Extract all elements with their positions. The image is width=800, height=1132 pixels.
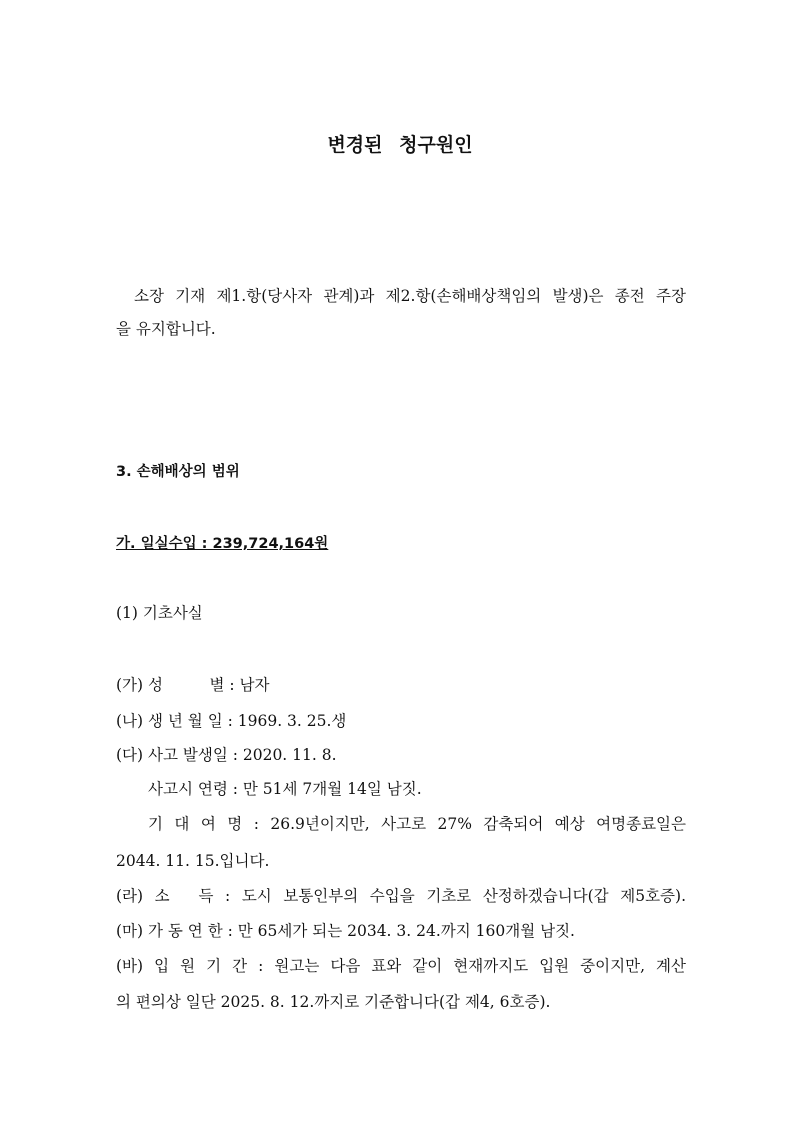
fact-hospital-2: 의 편의상 일단 2025. 8. 12.까지로 기준합니다(갑 제4, 6호증).	[116, 993, 551, 1011]
document-title: 변경된 청구원인	[327, 134, 473, 156]
intro-line-2: 을 유지합니다.	[116, 320, 216, 338]
fact-income: (라) 소 득 : 도시 보통인부의 수입을 기초로 산정하겠습니다(갑 제5호증).	[116, 887, 686, 905]
fact-birth: (나) 생 년 월 일 : 1969. 3. 25.생	[116, 712, 347, 730]
subsection-heading: 가. 일실수입 : 239,724,164원	[116, 536, 329, 552]
fact-life-expectancy-2: 2044. 11. 15.입니다.	[116, 852, 270, 870]
fact-working-age: (마) 가 동 연 한 : 만 65세가 되는 2034. 3. 24.까지 160개월 남짓.	[116, 922, 575, 940]
fact-gender: (가) 성 별 : 남자	[116, 676, 270, 694]
intro-line-1: 소장 기재 제1.항(당사자 관계)과 제2.항(손해배상책임의 발생)은 종전 주장	[134, 287, 686, 305]
fact-age-at-accident: 사고시 연령 : 만 51세 7개월 14일 남짓.	[148, 780, 422, 798]
fact-accident-date: (다) 사고 발생일 : 2020. 11. 8.	[116, 746, 337, 764]
item-heading: (1) 기초사실	[116, 604, 203, 622]
fact-life-expectancy-1: 기 대 여 명 : 26.9년이지만, 사고로 27% 감축되어 예상 여명종료일은	[148, 815, 686, 833]
section-heading: 3. 손해배상의 범위	[116, 464, 240, 480]
fact-hospital-1: (바) 입 원 기 간 : 원고는 다음 표와 같이 현재까지도 입원 중이지만, 계산	[116, 957, 686, 975]
